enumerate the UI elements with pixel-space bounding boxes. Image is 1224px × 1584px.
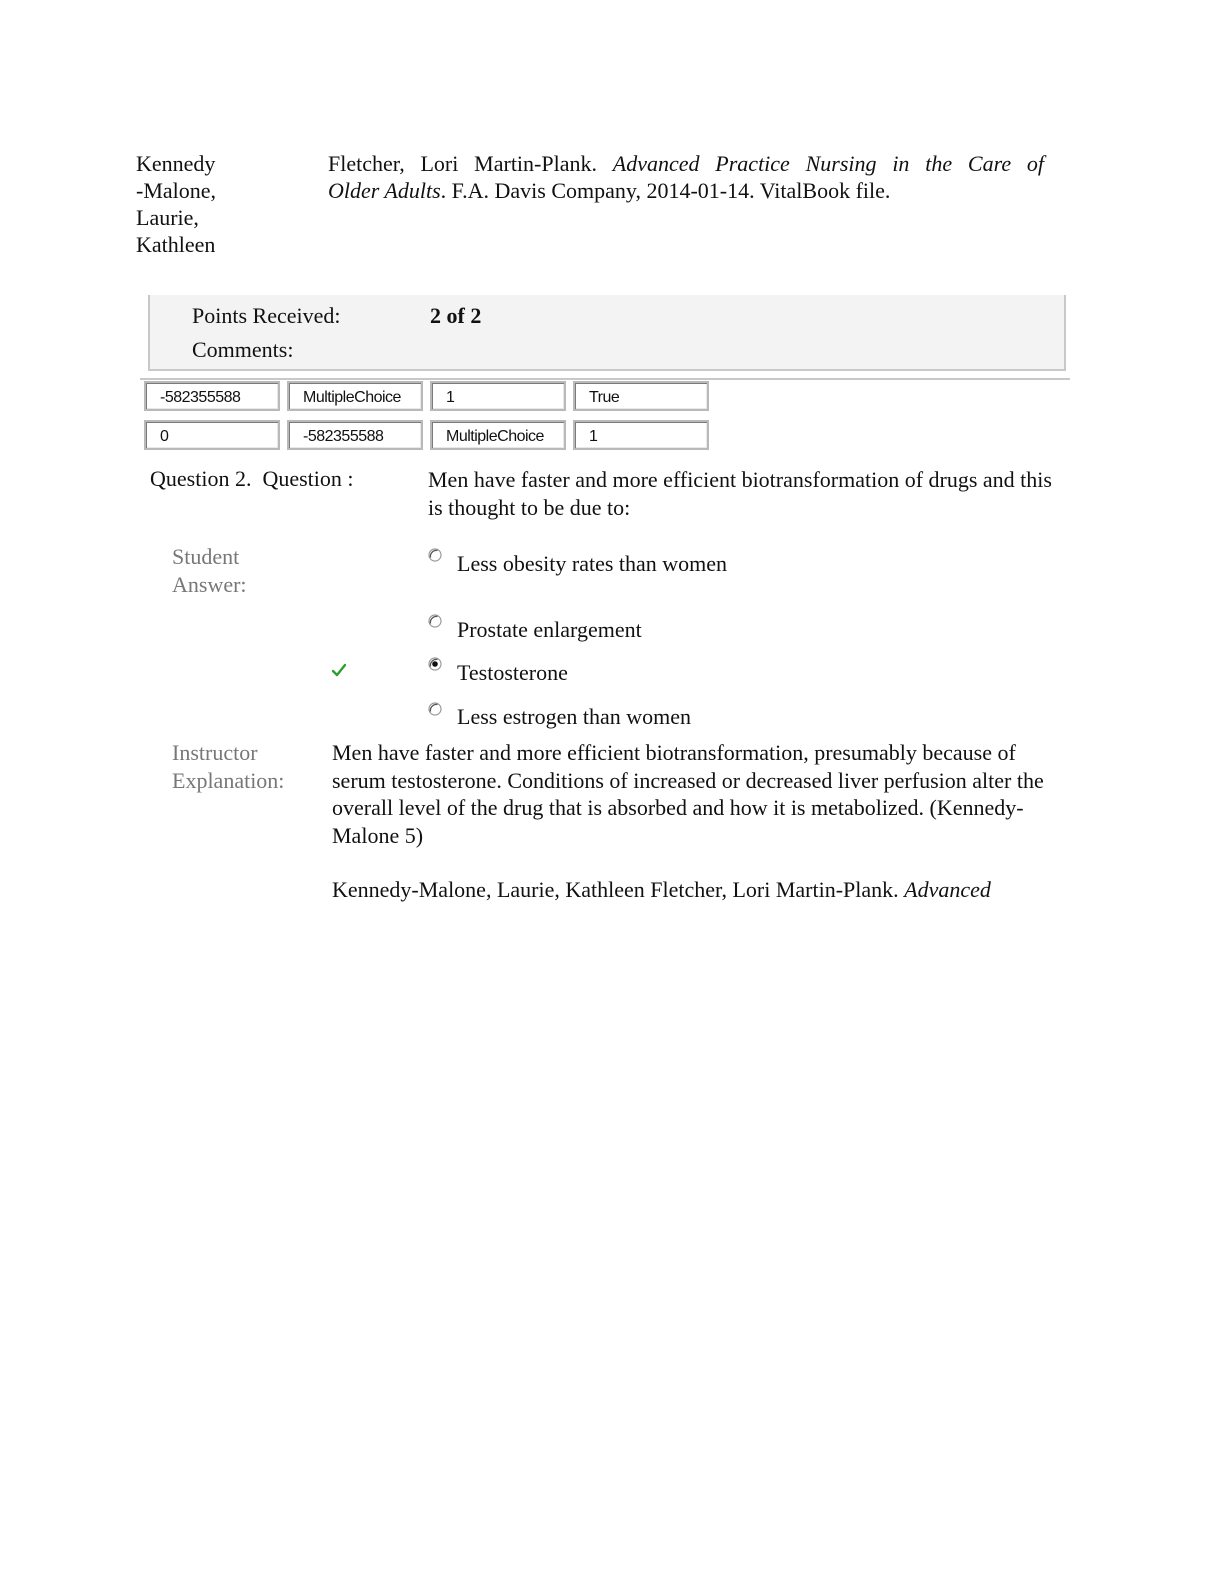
question-number: Question 2. Question : (150, 466, 354, 491)
citation-author-line: Kennedy (136, 151, 216, 176)
radio-unselected-icon[interactable] (428, 702, 442, 716)
explanation-citation (332, 876, 1092, 904)
data-cell-value: MultipleChoice (303, 389, 401, 406)
student-answer-label-line: Student (172, 544, 240, 569)
data-cell (144, 420, 280, 450)
data-cell (287, 381, 423, 411)
citation-authors-text: Fletcher, Lori Martin-Plank. (328, 151, 613, 176)
answer-option: Testosterone (457, 660, 568, 685)
data-cell (287, 420, 423, 450)
data-cell-value: 0 (160, 428, 169, 445)
question-text: Men have faster and more efficient biotransformation of drugs and this is thought to be due to: (428, 467, 1052, 520)
citation-publisher: . F.A. Davis Company, 2014-01-14. VitalBook file. (440, 178, 891, 203)
answer-option: Less estrogen than women (457, 704, 691, 729)
instructor-explanation-text: Men have faster and more efficient biotransformation, presumably because of serum testosterone. Conditions of increased or decreased liver perfusion alter the overall level of the drug that is absorbed and how it is metabolized. (Kennedy-Malone 5) (332, 740, 1044, 848)
points-received-value: 2 of 2 (430, 303, 482, 328)
citation-line-2 (328, 177, 1044, 204)
check-icon (331, 662, 347, 678)
data-cell-value: -582355588 (303, 428, 384, 445)
citation-author-line: Laurie, (136, 205, 199, 230)
student-answer-label (172, 543, 247, 599)
divider (140, 378, 1070, 380)
citation-title-part2: Older Adults (328, 178, 441, 203)
citation-title-part1: Advanced Practice Nursing in the Care of (612, 151, 1044, 176)
instructor-explanation-label (172, 739, 284, 795)
citation-reference (328, 150, 1044, 204)
instructor-explanation-label-line: Explanation: (172, 768, 285, 793)
radio-selected-icon[interactable] (428, 657, 442, 671)
instructor-explanation-label-line: Instructor (172, 740, 258, 765)
radio-unselected-icon[interactable] (428, 548, 442, 562)
explanation-citation-title: Advanced (904, 877, 991, 902)
data-cell-value: 1 (446, 389, 455, 406)
data-cell-value: -582355588 (160, 389, 241, 406)
data-cell (430, 420, 566, 450)
citation-line-1 (328, 150, 1044, 177)
comments-label: Comments: (192, 337, 294, 362)
data-cell (573, 381, 709, 411)
student-answer-label-line: Answer: (172, 572, 247, 597)
explanation-citation-authors: Kennedy-Malone, Laurie, Kathleen Fletcher, Lori Martin-Plank. (332, 877, 905, 902)
points-box (148, 295, 1066, 371)
citation-author-line: -Malone, (136, 178, 217, 203)
points-received-label: Points Received: (192, 303, 341, 328)
data-cell (144, 381, 280, 411)
citation-author-line: Kathleen (136, 232, 216, 257)
answer-option: Less obesity rates than women (457, 551, 728, 576)
radio-unselected-icon[interactable] (428, 614, 442, 628)
citation-author (136, 150, 306, 258)
answer-option: Prostate enlargement (457, 617, 642, 642)
data-cell-value: True (589, 389, 620, 406)
data-cell (573, 420, 709, 450)
data-cell-value: MultipleChoice (446, 428, 544, 445)
data-cell (430, 381, 566, 411)
data-cell-value: 1 (589, 428, 598, 445)
